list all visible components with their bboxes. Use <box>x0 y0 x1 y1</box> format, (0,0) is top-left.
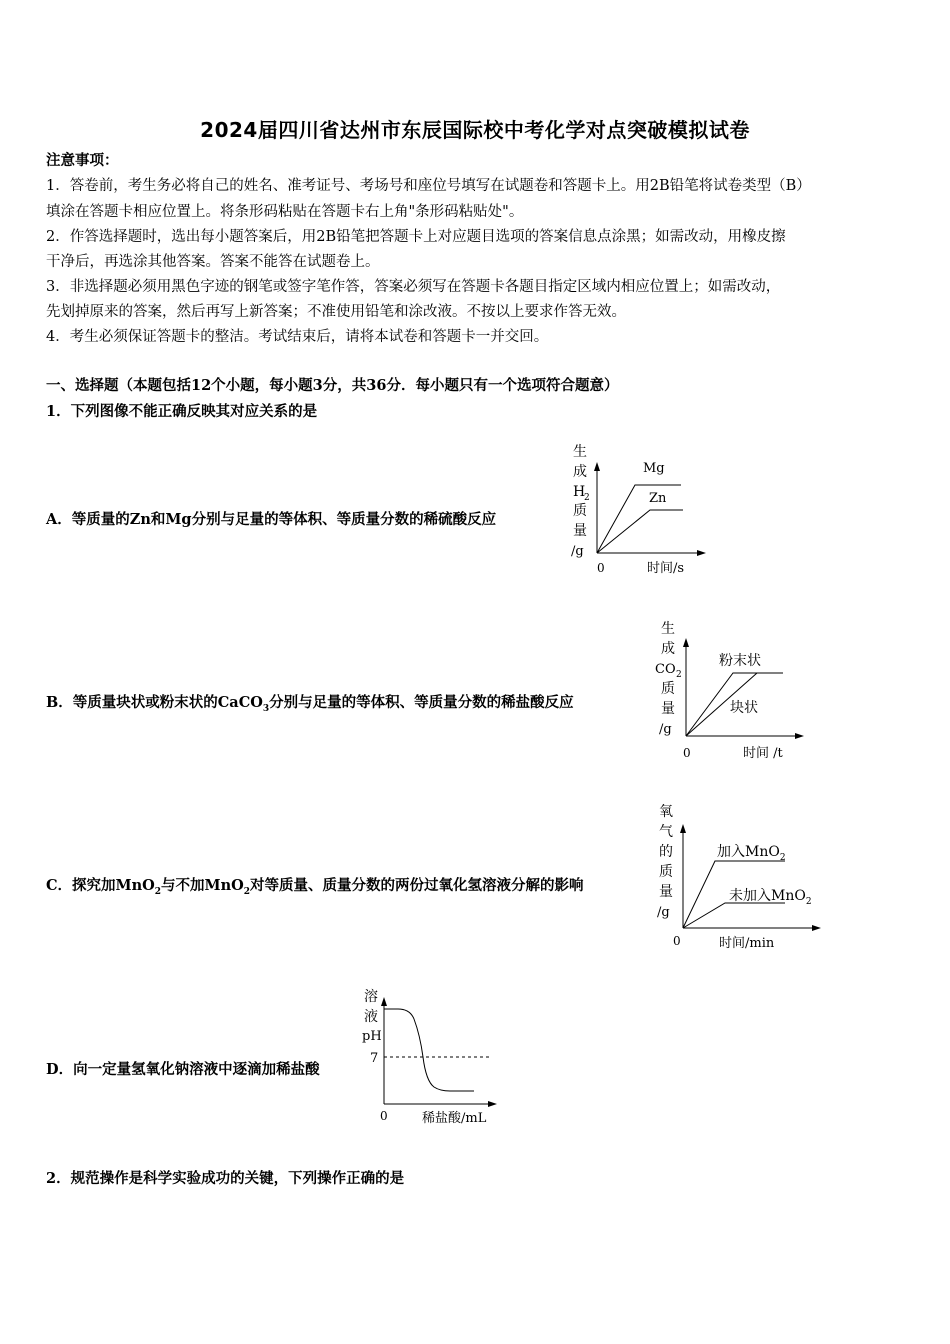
y-label-char: 生 <box>573 444 587 460</box>
y-label-char: 质 <box>659 864 673 880</box>
notice-line: 先划掉原来的答案，然后再写上新答案；不准使用铅笔和涂改液。不按以上要求作答无效。 <box>46 304 626 320</box>
origin-label: 0 <box>673 934 681 948</box>
series-label-zn: Zn <box>649 491 667 506</box>
y-label-char: /g <box>571 544 584 559</box>
series-label-with-mno2: 加入MnO$_2$ <box>717 844 786 863</box>
y-label-subscript: 2 <box>676 670 682 680</box>
y-label-char: /g <box>659 722 672 737</box>
y-label-char: 质 <box>573 503 587 519</box>
y-label-char: 氧 <box>659 804 673 820</box>
origin-label: 0 <box>683 746 691 760</box>
y-label-char: /g <box>657 905 670 920</box>
y-label-char: pH <box>362 1029 382 1044</box>
x-axis-label: 时间/min <box>719 936 775 951</box>
y-label-char: 气 <box>659 824 673 840</box>
option-b-text: B．等质量块状或粉末状的CaCO$_3$分别与足量的等体积、等质量分数的稀盐酸反应 <box>46 694 574 714</box>
notice-line: 3．非选择题必须用黑色字迹的钢笔或签字笔作答，答案必须写在答题卡各题目指定区域内相应位置上；如需改动， <box>46 279 781 295</box>
y-label-char: 量 <box>659 884 673 900</box>
x-axis-arrow <box>697 550 706 556</box>
x-axis-arrow <box>795 733 804 739</box>
notice-line: 干净后，再选涂其他答案。答案不能答在试题卷上。 <box>46 254 380 270</box>
option-a-graph <box>565 438 715 578</box>
y-label-char: 的 <box>659 844 673 860</box>
section-heading: 一、选择题（本题包括12个小题，每小题3分，共36分．每小题只有一个选项符合题意） <box>46 377 619 394</box>
y-label-char: 溶 <box>364 989 378 1005</box>
notice-line: 4．考生必须保证答题卡的整洁。考试结束后，请将本试卷和答题卡一并交回。 <box>46 329 549 345</box>
y-label-char: 成 <box>661 641 675 657</box>
y-label-char: 生 <box>661 621 675 637</box>
y-label-char: H <box>573 484 586 500</box>
y-label-subscript: 2 <box>584 493 590 503</box>
option-a-text: A．等质量的Zn和Mg分别与足量的等体积、等质量分数的稀硫酸反应 <box>46 511 497 528</box>
option-c-text: C．探究加MnO$_2$与不加MnO$_2$对等质量、质量分数的两份过氧化氢溶液分解的影响 <box>46 877 584 897</box>
x-axis-label: 时间/s <box>647 561 685 576</box>
series-label-mg: Mg <box>643 461 665 476</box>
origin-label: 0 <box>597 561 605 575</box>
x-axis-label: 时间 /t <box>743 746 783 761</box>
question-2-stem: 2．规范操作是科学实验成功的关键，下列操作正确的是 <box>46 1170 405 1187</box>
x-axis-label: 稀盐酸/mL <box>422 1111 487 1126</box>
series-label-without-mno2: 未加入MnO$_2$ <box>729 888 812 907</box>
notice-heading: 注意事项： <box>46 152 119 169</box>
y-label-char: 成 <box>573 464 587 480</box>
y-label-char: 量 <box>661 701 675 717</box>
tick-label-7: 7 <box>370 1051 379 1066</box>
y-axis-arrow <box>680 824 686 833</box>
series-label-powder: 粉末状 <box>719 653 761 669</box>
notice-line: 填涂在答题卡相应位置上。将条形码粘贴在答题卡右上角"条形码粘贴处"。 <box>46 204 524 220</box>
y-label-char: CO <box>655 662 676 677</box>
notice-line: 1．答卷前，考生务必将自己的姓名、准考证号、考场号和座位号填写在试题卷和答题卡上。用2B铅笔将试卷类型（B） <box>46 178 811 194</box>
x-axis-arrow <box>488 1101 497 1107</box>
y-axis-arrow <box>683 638 689 647</box>
notice-line: 2．作答选择题时，选出每小题答案后，用2B铅笔把答题卡上对应题目选项的答案信息点涂黑；如需改动，用橡皮擦 <box>46 229 786 245</box>
origin-label: 0 <box>380 1109 388 1123</box>
zn-curve <box>597 510 683 553</box>
option-b-graph <box>655 616 815 766</box>
y-label-char: 液 <box>364 1009 378 1025</box>
option-d-graph <box>358 985 508 1130</box>
option-d-text: D．向一定量氢氧化钠溶液中逐滴加稀盐酸 <box>46 1061 320 1078</box>
page-title: 2024届四川省达州市东辰国际校中考化学对点突破模拟试卷 <box>200 118 750 142</box>
question-1-stem: 1．下列图像不能正确反映其对应关系的是 <box>46 403 318 420</box>
y-axis-arrow <box>381 997 387 1006</box>
series-label-lump: 块状 <box>730 700 758 716</box>
without-mno2-curve <box>683 903 785 928</box>
x-axis-arrow <box>812 925 821 931</box>
y-axis-arrow <box>594 462 600 471</box>
ph-curve <box>384 1009 474 1091</box>
option-c-graph <box>655 800 835 955</box>
y-label-char: 量 <box>573 523 587 539</box>
y-label-char: 质 <box>661 681 675 697</box>
